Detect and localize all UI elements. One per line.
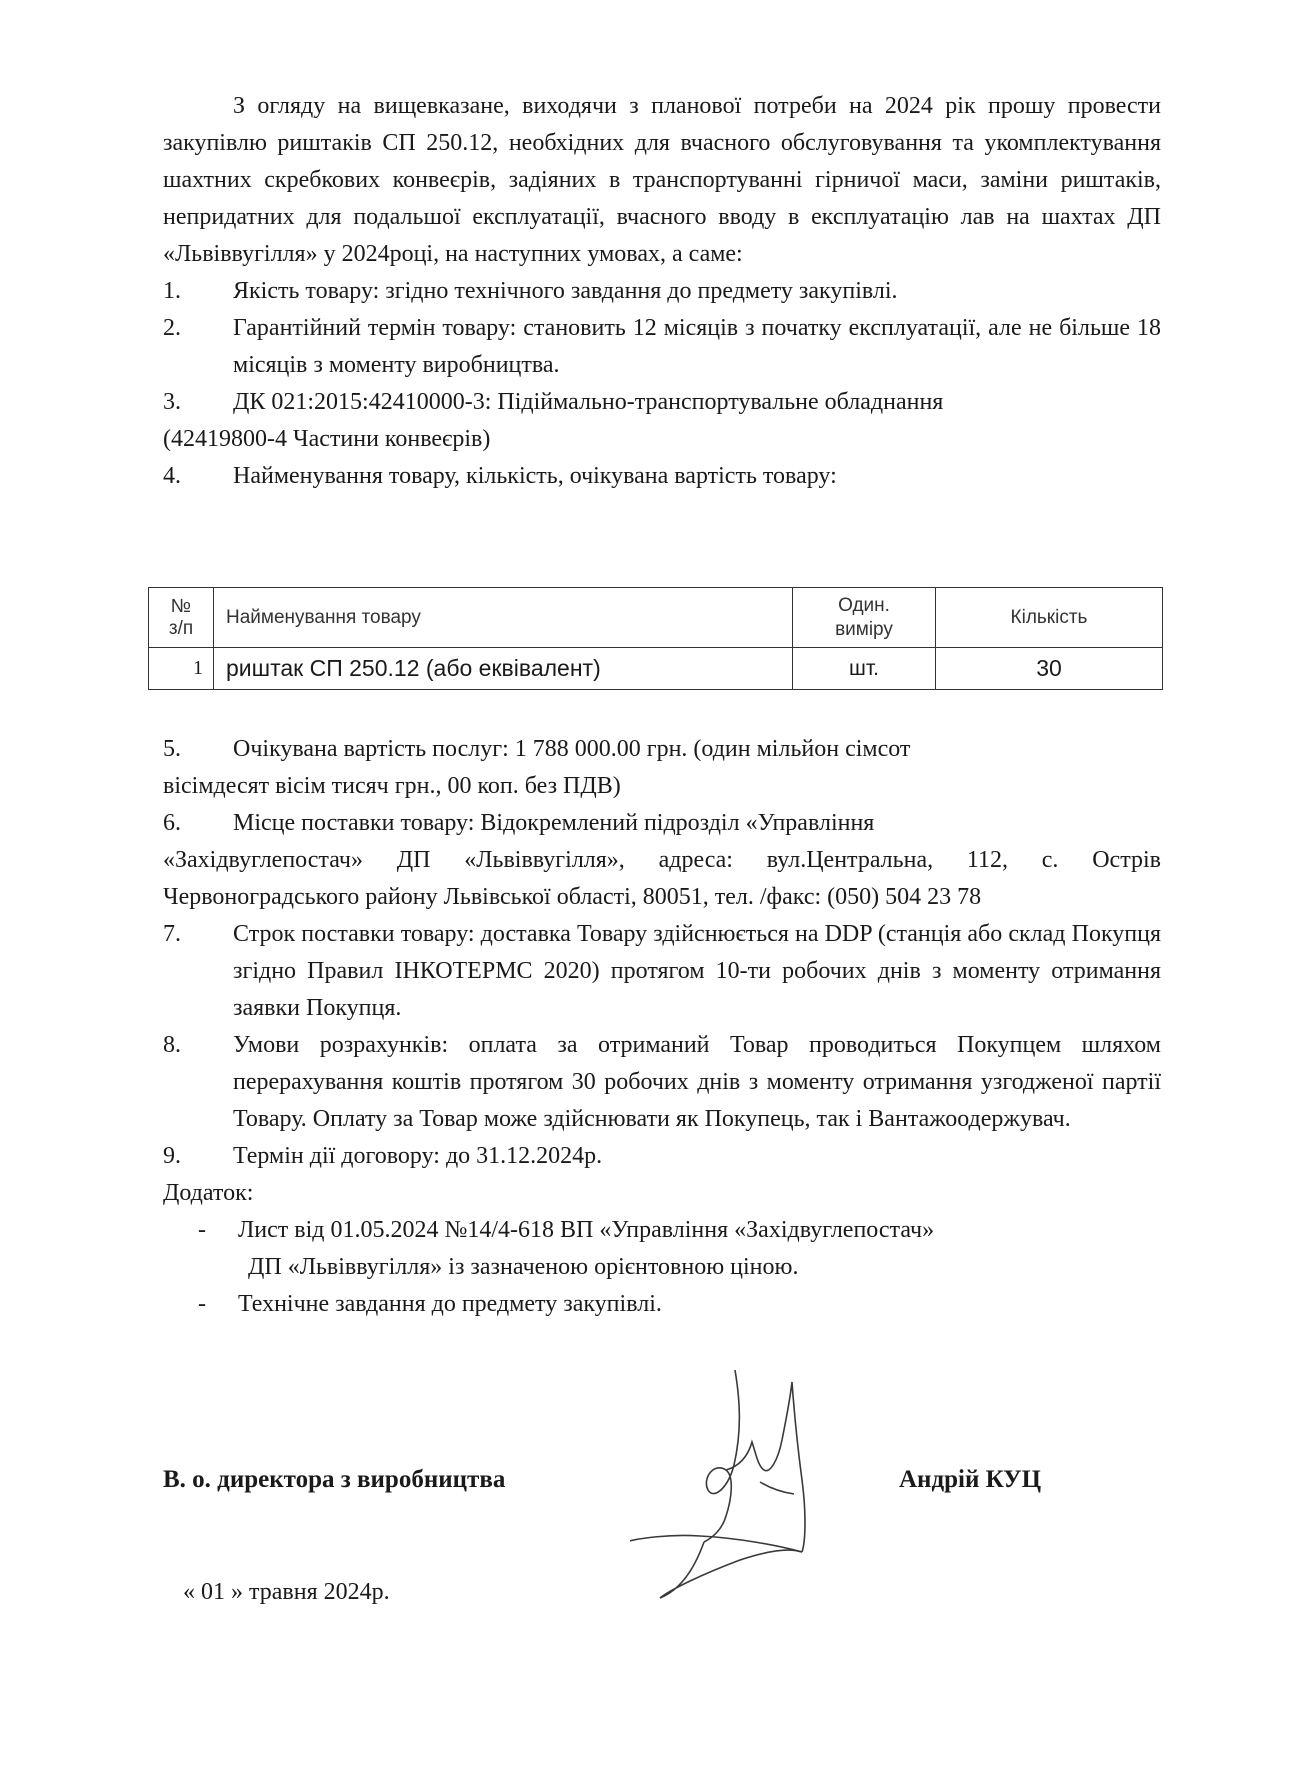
goods-table (148, 587, 1163, 690)
list-item (163, 916, 1161, 1027)
item-text: Якість товару: згідно технічного завдання до предмету закупівлі. (233, 278, 898, 304)
attachment-text: Технічне завдання до предмету закупівлі. (238, 1291, 662, 1317)
item-text: Строк поставки товару: доставка Товару здійснюється на DDP (станція або склад Покупця згідно Правил ІНКОТЕРМС 2020) протягом 10-ти робочих днів з моменту отримання заявки Покупця. (233, 921, 1161, 1021)
list-item (163, 805, 1161, 842)
item-continuation: вісімдесят вісім тисяч грн., 00 коп. без ПДВ) (163, 773, 621, 799)
handwritten-signature (630, 1370, 870, 1610)
attachment-text-line: Лист від 01.05.2024 №14/4-618 ВП «Управління «Західвуглепостач» (238, 1217, 935, 1243)
item-number: 1. (163, 278, 181, 304)
item-text: Умови розрахунків: оплата за отриманий Товар проводиться Покупцем шляхом перерахування коштів протягом 30 робочих днів з моменту отримання узгодженої партії Товару. Оплату за Товар може здійснювати як Покупець, так і Вантажоодержувач. (233, 1032, 1161, 1132)
item-text: Місце поставки товару: Відокремлений підрозділ «Управління (233, 810, 875, 836)
attachment-text (238, 1212, 1161, 1286)
document-date: « 01 » травня 2024р. (183, 1579, 390, 1605)
document-body-bottom (163, 731, 1161, 1323)
header-num (149, 588, 214, 648)
item-number: 9. (163, 1143, 181, 1169)
item-number: 8. (163, 1032, 181, 1058)
header-qty: Кількість (936, 588, 1163, 648)
item-continuation: (42419800-4 Частини конвеєрів) (163, 426, 491, 452)
intro-paragraph: З огляду на вищевказане, виходячи з планової потреби на 2024 рік прошу провести закупівлю риштаків СП 250.12, необхідних для вчасного обслуговування та укомплектування шахтних скребкових конвеєрів, задіяних в транспортуванні гірничої маси, заміни риштаків, непридатних для подальшої експлуатації, вчасного вводу в експлуатацію лав на шахтах ДП «Львіввугілля» у 2024році, на наступних умовах, а саме: (163, 93, 1161, 267)
header-num-a: № (170, 595, 192, 617)
item-text: Очікувана вартість послуг: 1 788 000.00 грн. (один мільйон сімсот (233, 736, 911, 762)
item-number: 6. (163, 810, 181, 836)
table-row (149, 648, 1163, 690)
item-number: 5. (163, 736, 181, 762)
cell-num: 1 (149, 648, 214, 690)
list-item (163, 458, 1161, 495)
item-number: 4. (163, 463, 181, 489)
item-continuation: «Західвуглепостач» ДП «Львіввугілля», адреса: вул.Центральна, 112, с. Острів Червоноградського району Львівської області, 80051, тел. /факс: (050) 504 23 78 (163, 847, 1161, 910)
list-item (163, 731, 1161, 768)
attachment-dash: - (198, 1217, 206, 1243)
attachment-item (163, 1286, 1161, 1323)
list-item (163, 384, 1161, 421)
list-item (163, 310, 1161, 384)
header-num-b: з/п (168, 617, 194, 639)
header-unit (793, 588, 936, 648)
attachments-title: Додаток: (163, 1180, 254, 1206)
item-text: ДК 021:2015:42410000-3: Підіймально-транспортувальне обладнання (233, 389, 944, 415)
attachment-item (163, 1212, 1161, 1286)
list-item (163, 273, 1161, 310)
header-name: Найменування товару (214, 588, 793, 648)
item-number: 2. (163, 315, 181, 341)
item-text: Найменування товару, кількість, очікувана вартість товару: (233, 463, 837, 489)
list-item (163, 1138, 1161, 1175)
item-text: Гарантійний термін товару: становить 12 місяців з початку експлуатації, але не більше 18 місяців з моменту виробництва. (233, 315, 1161, 378)
item-number: 7. (163, 921, 181, 947)
cell-qty: 30 (936, 648, 1163, 690)
document-body-top (163, 88, 1161, 495)
item-text: Термін дії договору: до 31.12.2024р. (233, 1143, 603, 1169)
attachment-dash: - (198, 1291, 206, 1317)
item-number: 3. (163, 389, 181, 415)
list-item (163, 1027, 1161, 1138)
header-unit-b: виміру (835, 618, 893, 640)
cell-name: риштак СП 250.12 (або еквівалент) (214, 648, 793, 690)
header-unit-a: Один. (838, 594, 890, 616)
table-header-row (149, 588, 1163, 648)
attachment-text-cont: ДП «Львіввугілля» із зазначеною орієнтовною ціною. (248, 1254, 799, 1280)
signatory-position: В. о. директора з виробництва (163, 1466, 506, 1493)
signatory-name: Андрій КУЦ (899, 1466, 1042, 1493)
cell-unit: шт. (793, 648, 936, 690)
